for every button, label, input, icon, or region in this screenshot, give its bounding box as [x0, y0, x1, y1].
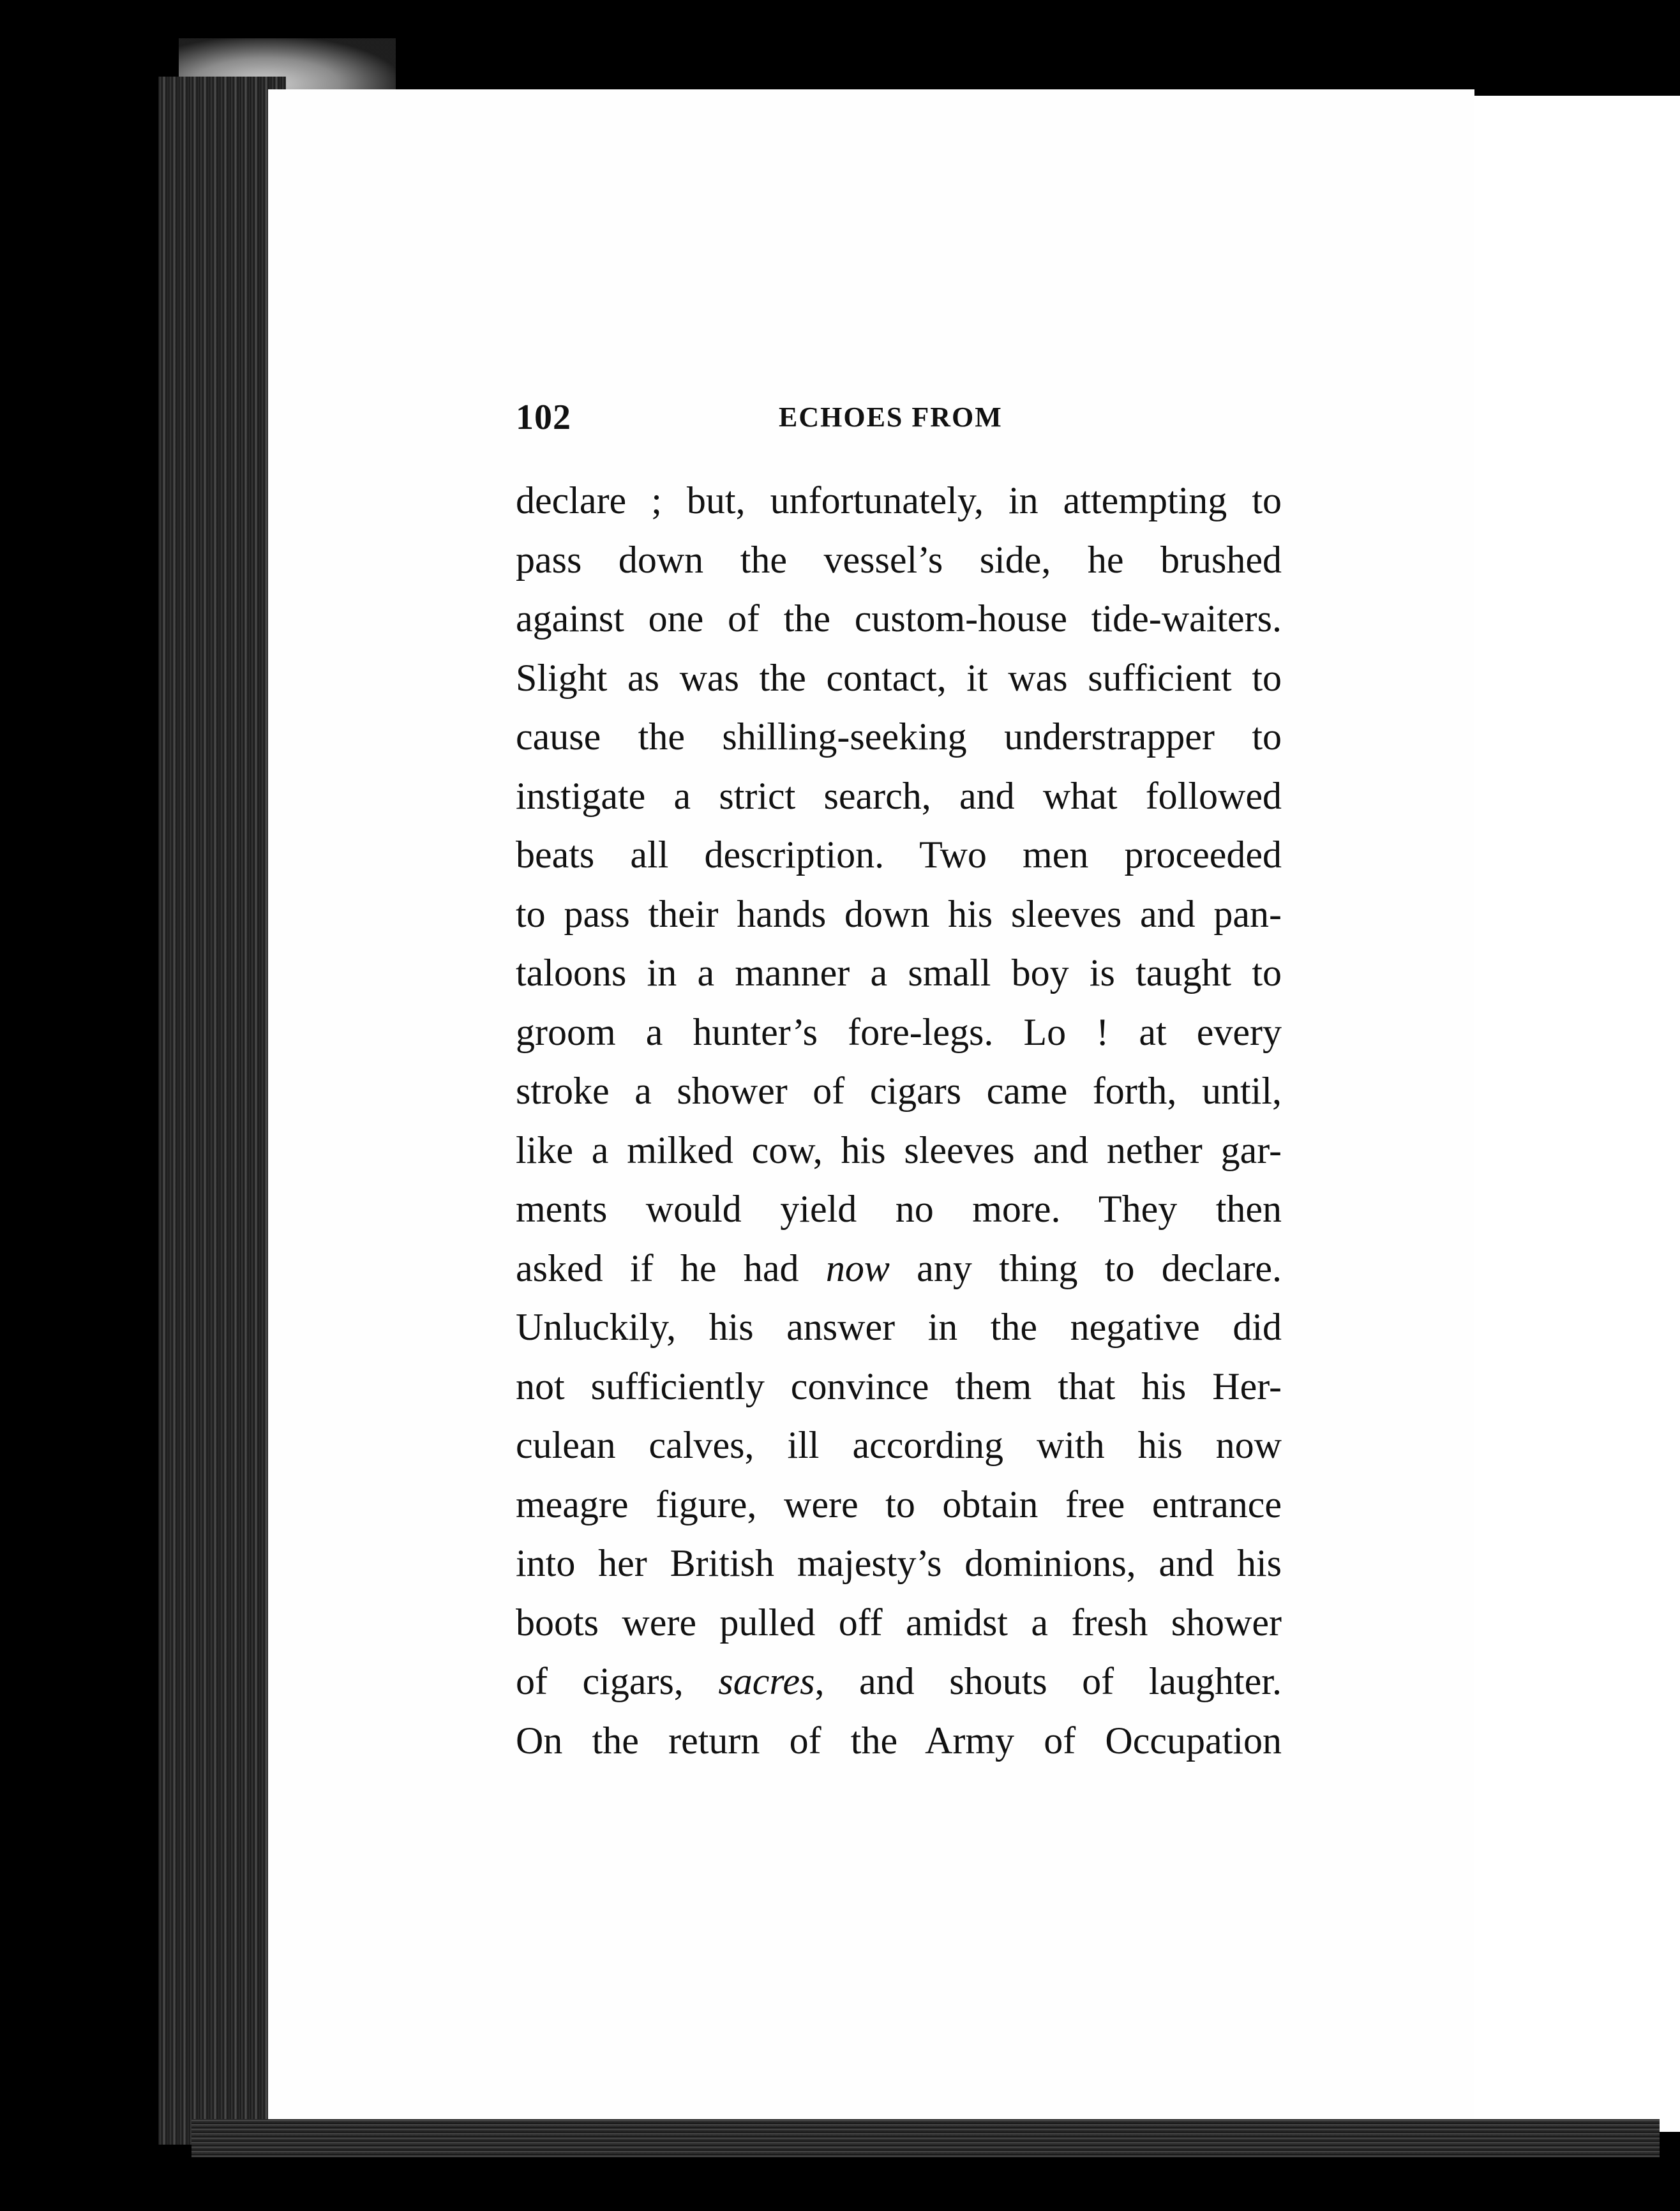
text-line [516, 530, 1282, 590]
text-line [516, 1121, 1282, 1180]
page-header-title: ECHOES FROM [779, 401, 1003, 433]
text-segment: , and shouts of laughter. [814, 1660, 1282, 1702]
text-line [516, 1003, 1282, 1062]
book-page-edges [158, 77, 286, 2145]
text-segment: any thing to declare. [889, 1247, 1282, 1289]
text-segment: not sufficiently convince them that his Her- [516, 1365, 1282, 1407]
book-bottom-edge [191, 2119, 1660, 2157]
text-segment: Slight as was the contact, it was sufficient to [516, 656, 1282, 699]
italic-text: now [825, 1247, 890, 1289]
text-line [516, 825, 1282, 885]
text-line [516, 1652, 1282, 1711]
text-line [516, 1475, 1282, 1534]
text-segment: into her British majesty’s dominions, and his [516, 1542, 1282, 1584]
text-line [516, 648, 1282, 708]
text-segment: On the return of the Army of Occupation [516, 1719, 1282, 1762]
text-line [516, 1711, 1282, 1771]
italic-text: sacres [718, 1660, 815, 1702]
text-line [516, 885, 1282, 944]
text-segment: ments would yield no more. They then [516, 1188, 1282, 1230]
text-line [516, 589, 1282, 648]
text-line [516, 943, 1282, 1003]
text-segment: beats all description. Two men proceeded [516, 834, 1282, 876]
facing-page [1468, 96, 1680, 2132]
text-line [516, 1357, 1282, 1416]
text-segment: of cigars, [516, 1660, 719, 1702]
text-segment: pass down the vessel’s side, he brushed [516, 538, 1282, 581]
text-line [516, 767, 1282, 826]
text-segment: Unluckily, his answer in the negative did [516, 1306, 1282, 1348]
text-segment: asked if he had [516, 1247, 826, 1289]
running-head [516, 397, 1282, 454]
text-line [516, 1239, 1282, 1298]
text-segment: instigate a strict search, and what followed [516, 774, 1282, 817]
text-line [516, 1061, 1282, 1121]
text-segment: stroke a shower of cigars came forth, until, [516, 1070, 1282, 1112]
text-line [516, 1298, 1282, 1357]
text-segment: to pass their hands down his sleeves and pan- [516, 892, 1282, 935]
text-line [516, 1593, 1282, 1653]
text-line [516, 1180, 1282, 1239]
text-segment: meagre figure, were to obtain free entrance [516, 1483, 1282, 1525]
text-line [516, 707, 1282, 767]
text-segment: declare ; but, unfortunately, in attempting to [516, 479, 1282, 521]
text-line [516, 1534, 1282, 1593]
text-segment: taloons in a manner a small boy is taught to [516, 952, 1282, 994]
text-line [516, 1416, 1282, 1475]
text-segment: boots were pulled off amidst a fresh shower [516, 1601, 1282, 1644]
text-segment: against one of the custom-house tide-waiters. [516, 597, 1282, 640]
text-segment: groom a hunter’s fore-legs. Lo ! at every [516, 1010, 1282, 1053]
text-segment: like a milked cow, his sleeves and nether gar- [516, 1128, 1282, 1171]
body-text [516, 471, 1282, 1770]
page-number: 102 [516, 398, 571, 437]
text-segment: culean calves, ill according with his now [516, 1424, 1282, 1466]
text-segment: cause the shilling-seeking understrapper to [516, 716, 1282, 758]
text-line [516, 471, 1282, 530]
